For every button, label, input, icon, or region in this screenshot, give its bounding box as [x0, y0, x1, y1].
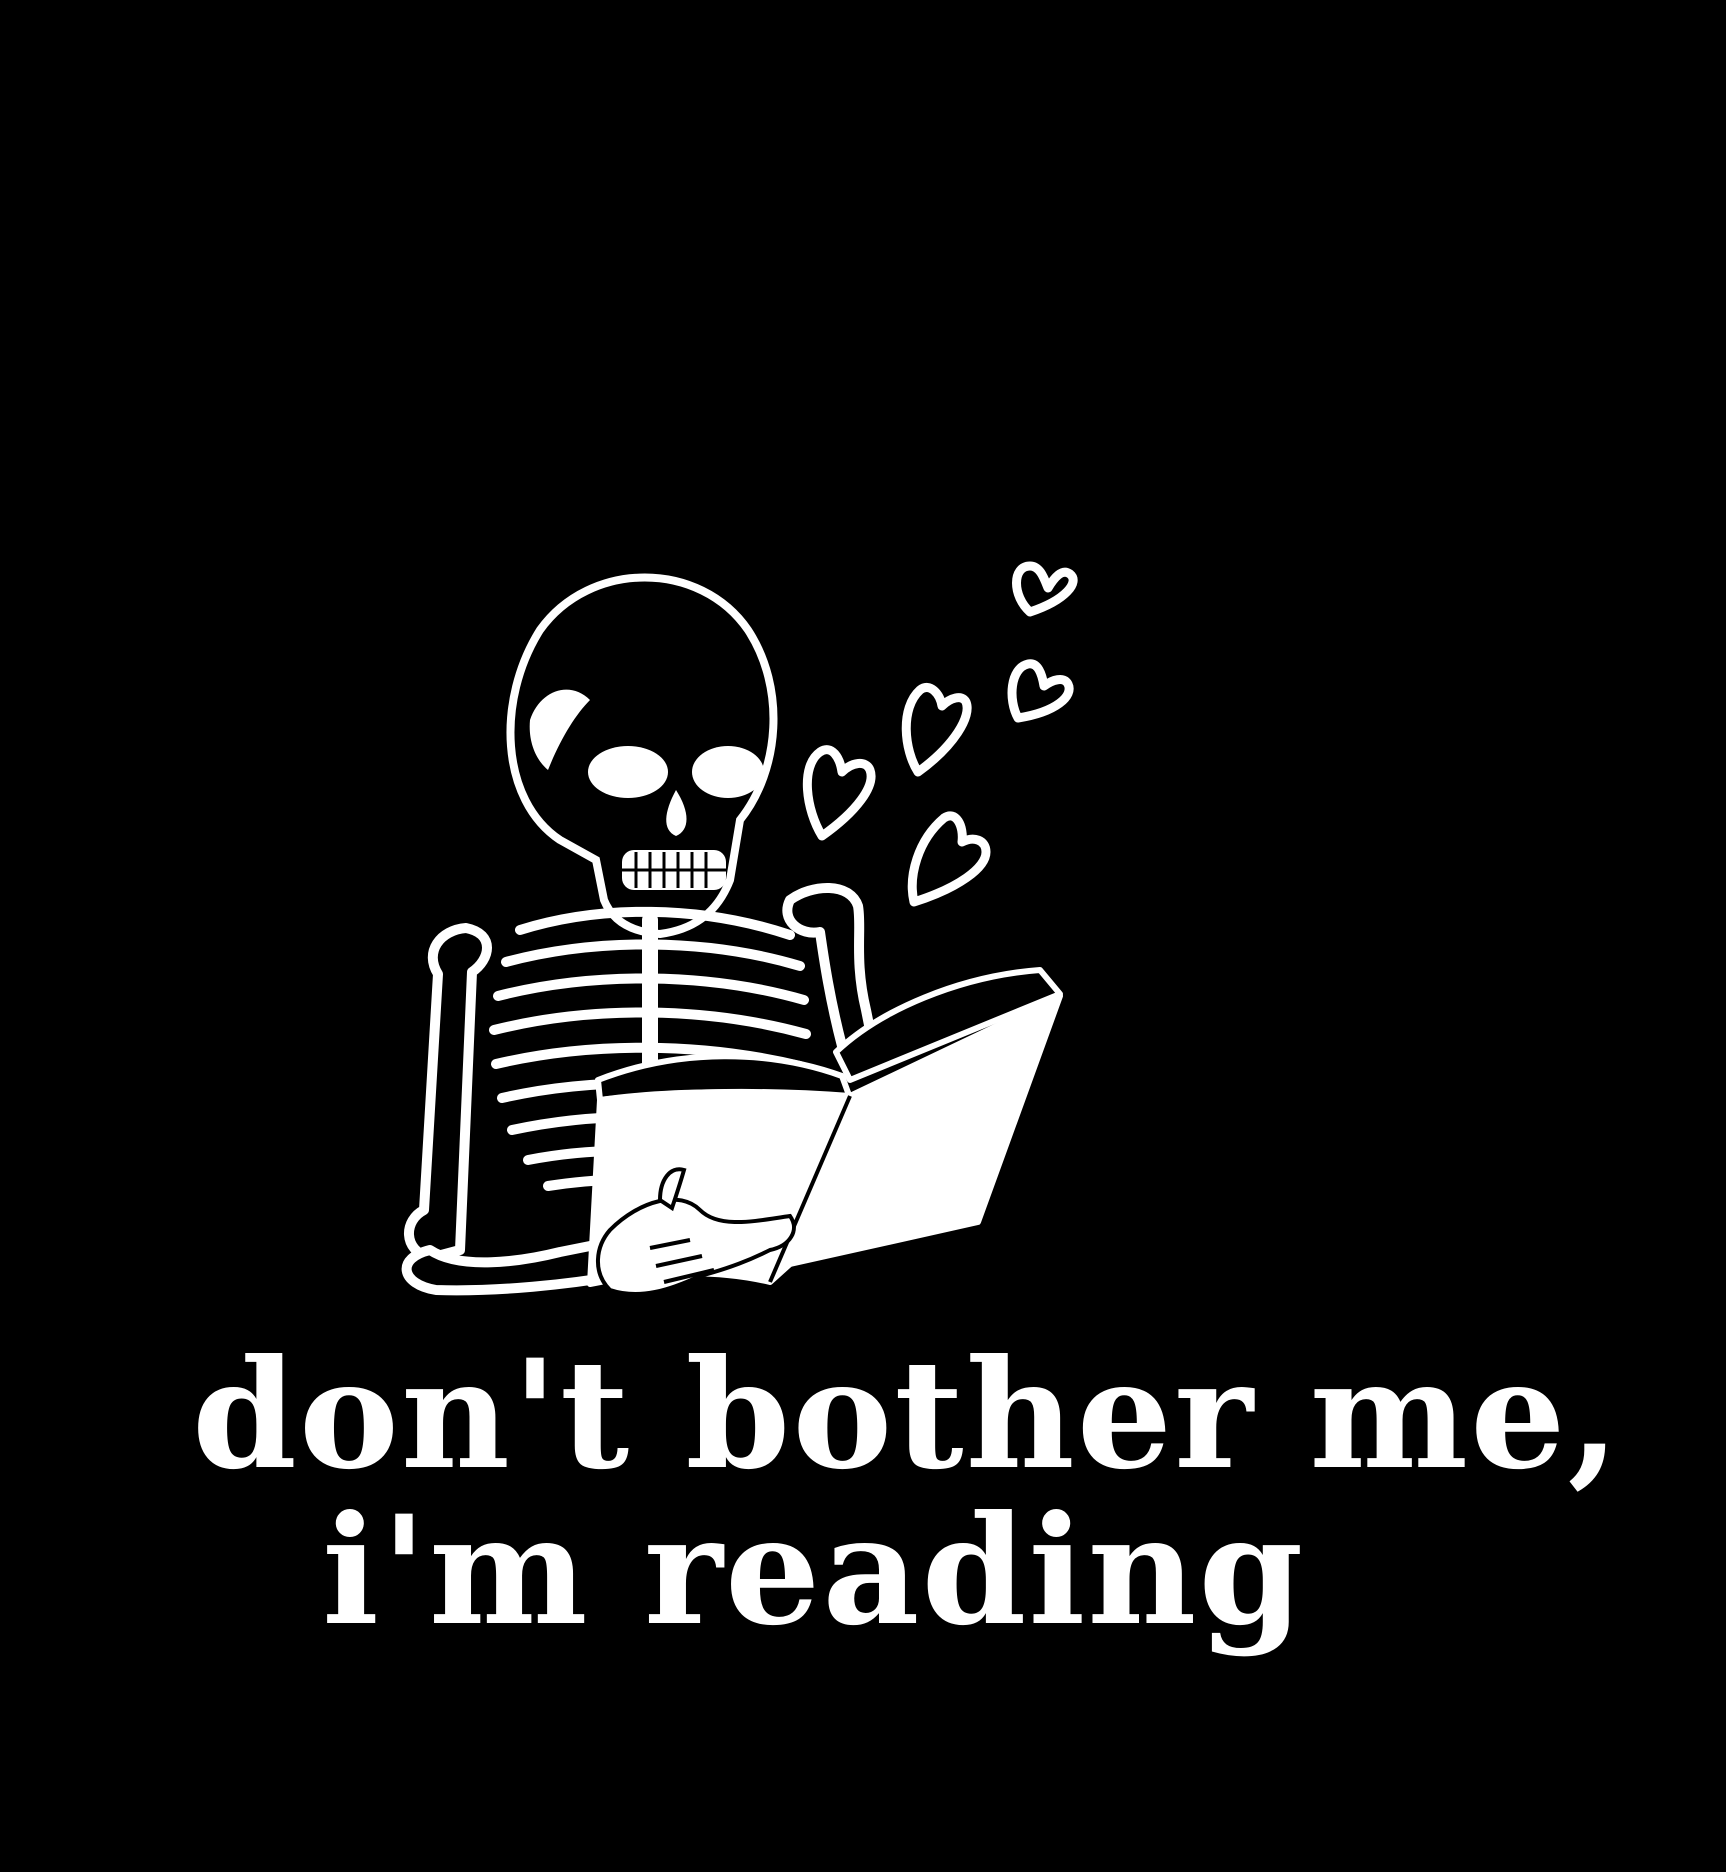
caption-line-1: don't bother me, [192, 1327, 1622, 1503]
heart-icon [807, 750, 871, 836]
heart-icon [1012, 664, 1069, 718]
skull-icon [510, 578, 773, 935]
heart-icon [912, 816, 986, 902]
heart-icon [906, 687, 967, 772]
heart-icon [1017, 566, 1074, 612]
caption-line-2: i'm reading [322, 1483, 1306, 1659]
